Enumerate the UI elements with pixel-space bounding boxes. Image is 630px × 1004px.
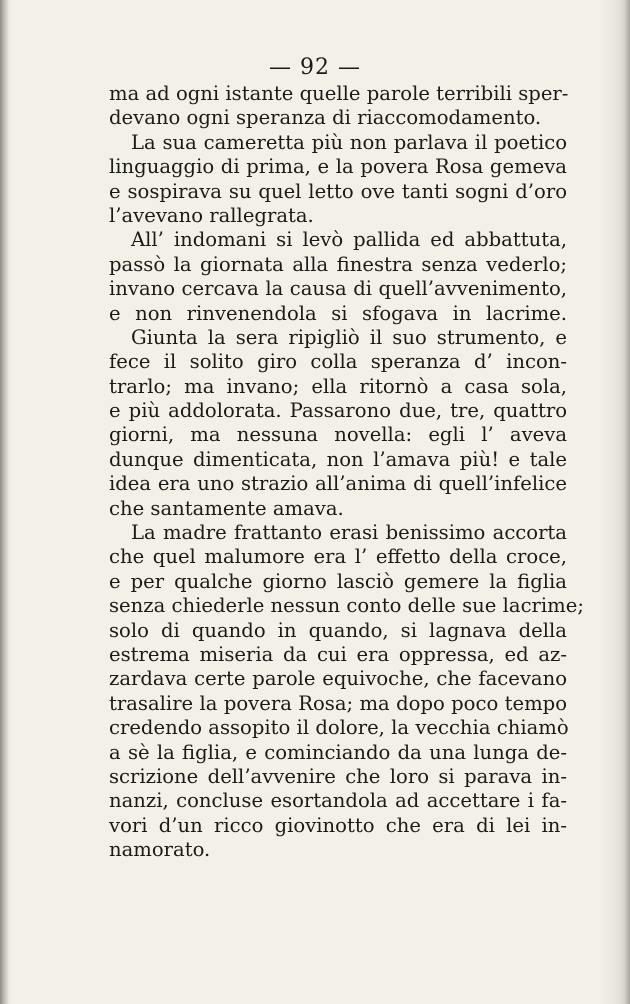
page-number: — 92 — [269, 55, 361, 80]
text-line: che santamente amava. [109, 496, 344, 520]
text-line: La madre frattanto erasi benissimo accorta [131, 521, 567, 545]
text-line: e per qualche giorno lasciò gemere la figlia [109, 569, 567, 593]
text-line: a sè la figlia, e cominciando da una lunga de- [109, 740, 567, 764]
text-line: l’avevano rallegrata. [109, 203, 314, 227]
text-line: trarlo; ma invano; ella ritornò a casa sola, [109, 374, 567, 398]
text-line: nanzi, concluse esortandola ad accettare i fa- [109, 789, 567, 813]
text-line: zardava certe parole equivoche, che facevano [109, 667, 567, 691]
text-line: passò la giornata alla finestra senza vederlo; [109, 252, 567, 276]
text-line: ma ad ogni istante quelle parole terribili sper- [109, 82, 569, 105]
page-left-edge-shadow [0, 0, 9, 1004]
text-line: dunque dimenticata, non l’amava più! e tale [109, 447, 567, 471]
text-line: solo di quando in quando, si lagnava della [109, 618, 567, 642]
text-line: devano ogni speranza di riaccomodamento. [109, 106, 542, 130]
text-line: idea era uno strazio all’anima di quell’infelice [109, 472, 567, 496]
text-line: fece il solito giro colla speranza d’ incon- [109, 350, 567, 374]
page-right-edge-shadow [624, 0, 630, 1004]
text-line: linguaggio di prima, e la povera Rosa gemeva [109, 155, 567, 179]
text-line: vori d’un ricco giovinotto che era di lei in- [109, 813, 567, 837]
text-line: che quel malumore era l’ effetto della croce, [109, 545, 567, 569]
text-line: namorato. [109, 838, 211, 862]
text-line: estrema miseria da cui era oppressa, ed az- [109, 642, 567, 666]
text-line: trasalire la povera Rosa; ma dopo poco tempo [109, 691, 567, 715]
text-line: e più addolorata. Passarono due, tre, quattro [109, 399, 567, 423]
text-line: e non rinvenendola si sfogava in lacrime. [109, 301, 567, 325]
text-line: All’ indomani si levò pallida ed abbattuta, [131, 228, 567, 252]
text-line: Giunta la sera ripigliò il suo strumento, e [131, 325, 567, 349]
text-line: scrizione dell’avvenire che loro si parava in- [109, 764, 567, 788]
text-line: La sua cameretta più non parlava il poetico [131, 130, 567, 154]
text-line: giorni, ma nessuna novella: egli l’ aveva [109, 423, 567, 447]
text-line: e sospirava su quel letto ove tanti sogni d’oro [109, 179, 567, 203]
text-line: credendo assopito il dolore, la vecchia chiamò [109, 716, 569, 740]
text-line: senza chiederle nessun conto delle sue lacrime; [109, 594, 584, 618]
body-text [109, 82, 584, 863]
text-line: invano cercava la causa di quell’avvenimento, [109, 277, 567, 301]
